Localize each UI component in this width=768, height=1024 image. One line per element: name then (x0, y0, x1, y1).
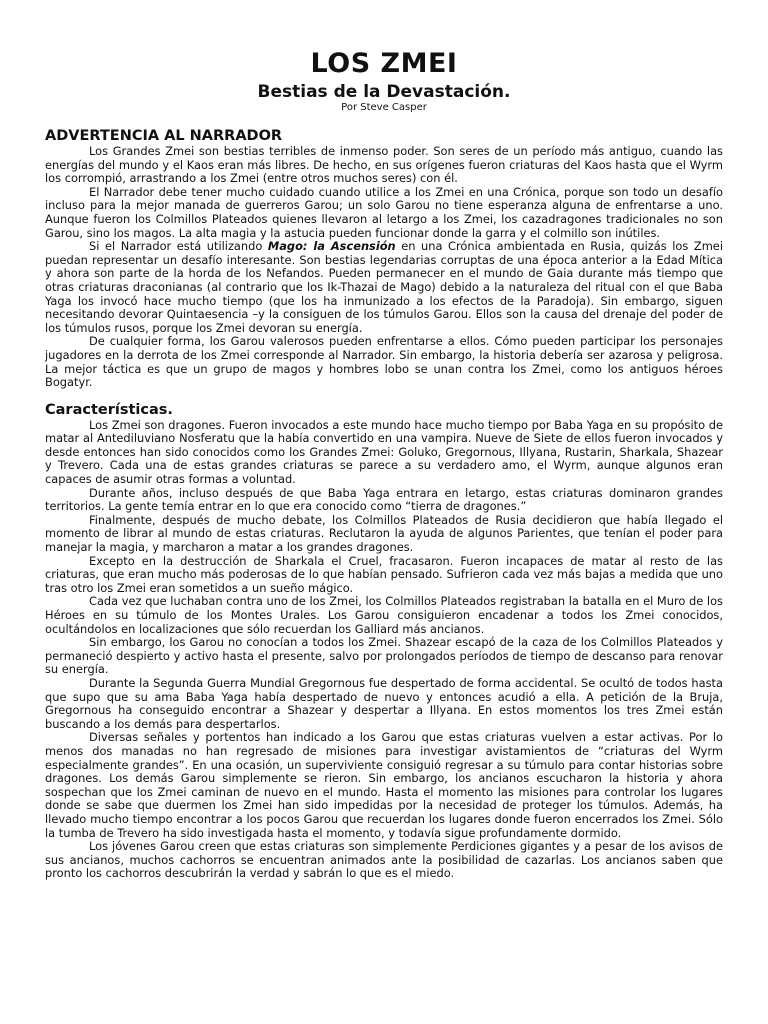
page-title: LOS ZMEI (310, 48, 458, 79)
paragraph-lead: Si el Narrador está utilizando (89, 239, 268, 254)
paragraph: Finalmente, después de mucho debate, los Colmillos Plateados de Rusia decidieron que había llegado el momento de librar al mundo de estas criaturas. Reclutaron la ayuda de algunos Parientes, que tenían el poder para manejar la magia, y marcharon a matar a los grandes dragones. (45, 512, 723, 555)
paragraph: Excepto en la destrucción de Sharkala el Cruel, fracasaron. Fueron incapaces de matar al resto de las criaturas, que eran mucho más poderosas de lo que habían pensado. Sufrieron cada vez más bajas a medida que uno tras otro los Zmei eran sometidos a un sueño mágico. (45, 553, 723, 595)
paragraph: Cada vez que luchaban contra uno de los Zmei, los Colmillos Plateados registraban la batalla en el Muro de los Héroes en su túmulo de los Montes Urales. Los Garou consiguieron encadenar a todos los Zmei conocidos, ocultándolos en localizaciones que sólo recuerdan los Galliard más ancianos. (45, 594, 723, 636)
paragraph-rest: en una Crónica ambientada en Rusia, quizás los Zmei puedan representar un desafío interesante. Son bestias legendarias corruptas de una época anterior a la Edad Mítica y ahora son parte de la horda de los Nefandos. Pueden permanecer en el mundo de Gaia durante más tiempo que otras criaturas draconianas (al contrario que los Ik-Thazai de Mago) debido a la naturaleza del ritual con el que Baba Yaga los invocó hace mucho tiempo (que los ha inmunizado a los efectos de la Paradoja). Sin embargo, siguen necesitando devorar Quintaesencia –y la consiguen de los túmulos Garou. Ellos son la causa del drenaje del poder de los túmulos rusos, porque los Zmei devoran su energía. (45, 239, 723, 335)
paragraph: Los jóvenes Garou creen que estas criaturas son simplemente Perdiciones gigantes y a pesar de los avisos de sus ancianos, muchos cachorros se encuentran animados ante la posibilidad de cazarlas. Los ancianos saben que pronto los cachorros descubrirán la verdad y sabrán lo que es el miedo. (45, 839, 723, 881)
section-heading-caracteristicas: Características. (45, 401, 173, 418)
paragraph: Durante años, incluso después de que Baba Yaga entrara en letargo, estas criaturas dominaron grandes territorios. La gente temía entrar en lo que era conocido como “tierra de dragones.” (45, 485, 723, 514)
paragraph: Diversas señales y portentos han indicado a los Garou que estas criaturas vuelven a estar activas. Por lo menos dos manadas no han regresado de misiones para investigar avistamientos de “criaturas del Wyrm especialmente grandes”. En una ocasión, un superviviente consiguió regresar a su túmulo para contar historias sobre dragones. Los demás Garou simplemente se rieron. Sin embargo, los ancianos escucharon la historia y ahora sospechan que los Zmei caminan de nuevo en el mundo. Hasta el momento las misiones para controlar los lugares donde se sabe que duermen los Zmei han sido impedidas por la necesidad de proteger los túmulos. Además, ha llevado mucho tiempo encontrar a los pocos Garou que recuerdan los lugares donde fueron encerrados los Zmei. Sólo la tumba de Trevero ha sido investigada hasta el momento, y todavía sigue profundamente dormido. (45, 730, 723, 840)
paragraph: Los Zmei son dragones. Fueron invocados a este mundo hace mucho tiempo por Baba Yaga en su propósito de matar al Antediluviano Nosferatu que la había convertido en una vampira. Nueve de Siete de ellos fueron invocados y desde entonces han sido conocidos como los Grandes Zmei: Goluko, Gregornous, Illyana, Rustarin, Sharkala, Shazear y Trevero. Cada una de estas grandes criaturas se parece a su verdadero amo, el Wyrm, aunque algunos eran capaces de asumir otras formas a voluntad. (45, 417, 723, 487)
book-title-emphasis: Mago: la Ascensión (267, 239, 396, 254)
paragraph: El Narrador debe tener mucho cuidado cuando utilice a los Zmei en una Crónica, porque son todo un desafío incluso para la mejor manada de guerreros Garou; un solo Garou no tiene esperanza alguna de enfrentarse a uno. Aunque fueron los Colmillos Plateados quienes llevaron al letargo a los Zmei, los cazadragones tradicionales no son Garou, sino los magos. La alta magia y la astucia pueden funcionar donde la garra y el colmillo son inútiles. (45, 184, 723, 240)
author-byline: Por Steve Casper (341, 102, 427, 113)
document-page (45, 0, 723, 881)
paragraph: Sin embargo, los Garou no conocían a todos los Zmei. Shazear escapó de la caza de los Colmillos Plateados y permaneció despierto y activo hasta el presente, salvo por prolongados períodos de tiempo de descanso para renovar su energía. (45, 635, 723, 677)
section-heading-advertencia: ADVERTENCIA AL NARRADOR (45, 128, 283, 144)
paragraph: De cualquier forma, los Garou valerosos pueden enfrentarse a ellos. Cómo pueden participar los personajes jugadores en la derrota de los Zmei corresponde al Narrador. Sin embargo, la historia debería ser azarosa y peligrosa. La mejor táctica es que un grupo de magos y hombres lobo se unan contra los Zmei, como los antiguos héroes Bogatyr. (45, 334, 723, 390)
paragraph: Durante la Segunda Guerra Mundial Gregornous fue despertado de forma accidental. Se ocultó de todos hasta que supo que su ama Baba Yaga había despertado de nuevo y entonces acudió a ella. A petición de la Bruja, Gregornous ha conseguido encontrar a Shazear y despertar a Illyana. En estos momentos los tres Zmei están buscando a los demás para despertarlos. (45, 675, 723, 731)
page-subtitle: Bestias de la Devastación. (257, 82, 511, 102)
paragraph: Los Grandes Zmei son bestias terribles de inmenso poder. Son seres de un período más antiguo, cuando las energías del mundo y el Kaos eran más libres. De hecho, en sus orígenes fueron criaturas del Kaos hasta que el Wyrm los corrompió, arrastrando a los Zmei (entre otros muchos seres) con él. (45, 144, 723, 186)
paragraph (45, 240, 723, 335)
